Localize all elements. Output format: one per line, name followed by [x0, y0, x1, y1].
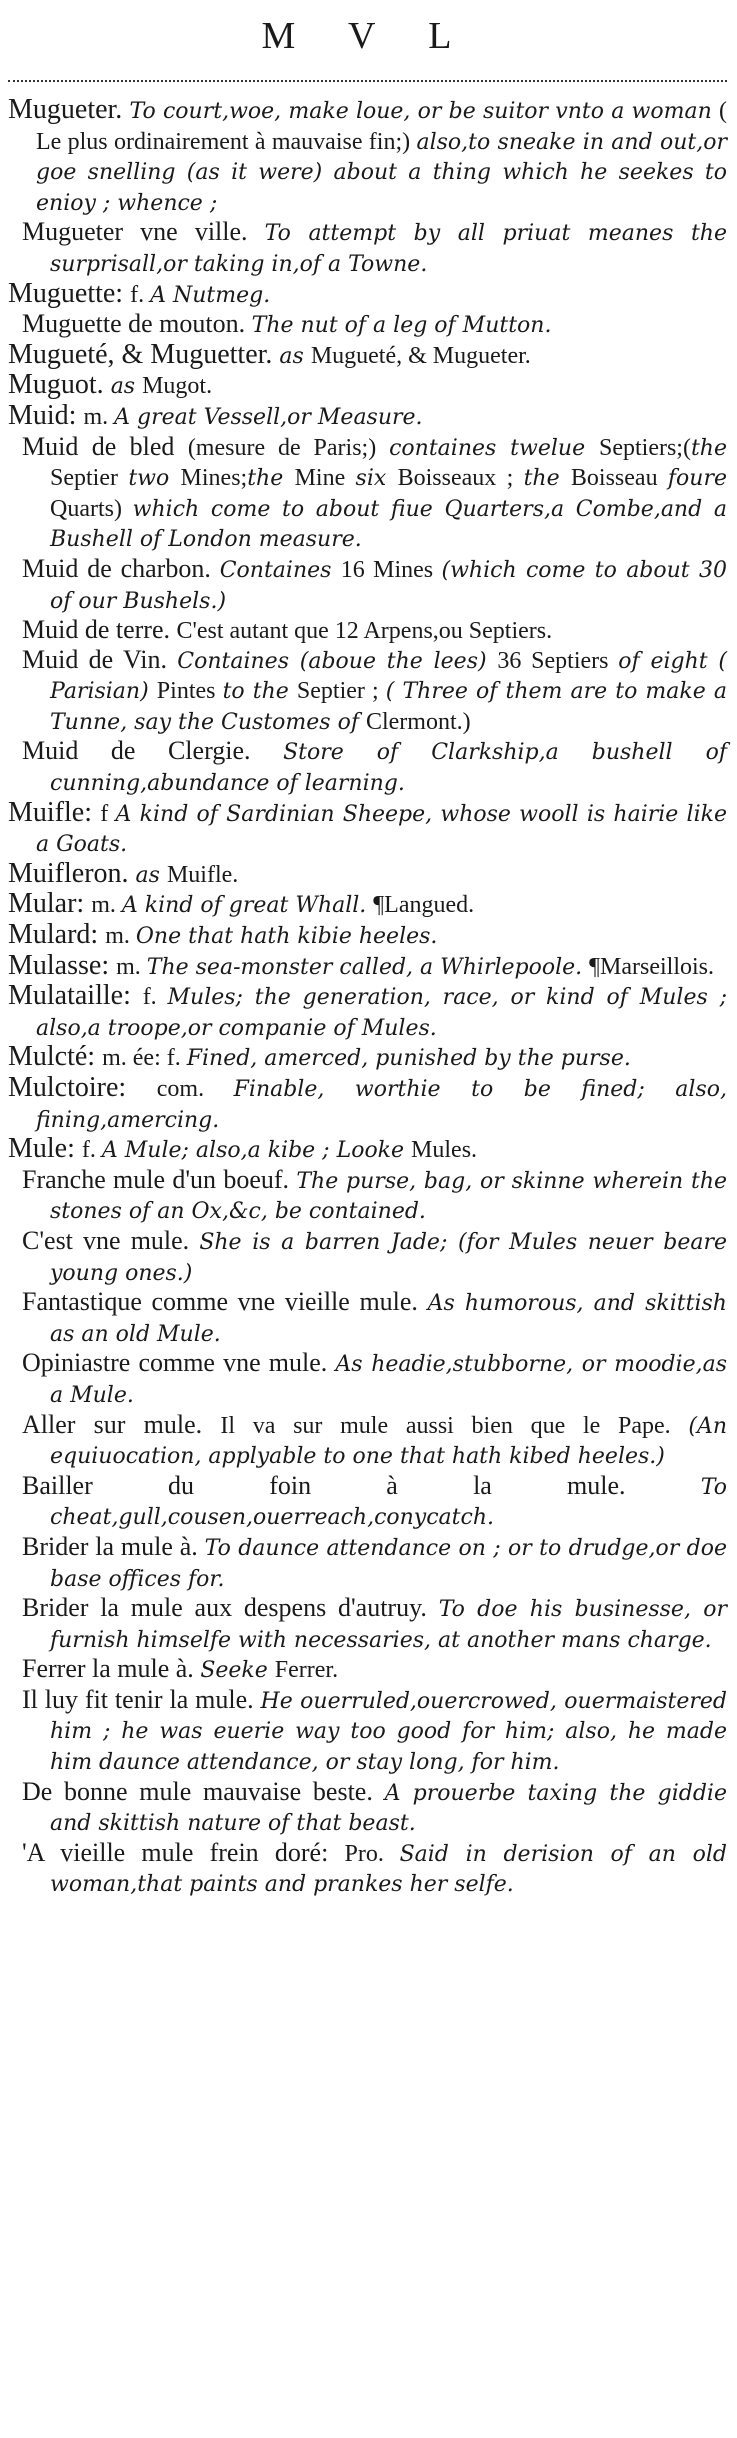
roman-text: m. — [91, 892, 122, 919]
roman-text: C'est autant que 12 Arpens,ou Septiers. — [176, 618, 553, 645]
roman-text: Septiers;( — [598, 434, 691, 461]
dictionary-subentry — [8, 1411, 727, 1472]
roman-text: m. — [105, 923, 136, 950]
roman-text: com. — [156, 1076, 234, 1102]
roman-text: m. ée: f. — [102, 1045, 187, 1072]
definition-text: to the — [222, 679, 297, 705]
dictionary-entry — [8, 96, 727, 218]
headword: Muid de Vin. — [22, 644, 178, 674]
definition-text: The sea-monster called, a Whirlepoole. — [146, 954, 590, 980]
dictionary-entry — [8, 921, 727, 952]
definition-text: (which come to about 30 of our Bushels.) — [50, 557, 727, 614]
definition-text: which come to about fiue Quarters,a Combe,and a Bushell of London measure. — [50, 496, 727, 553]
roman-text: Pro. — [344, 1840, 400, 1867]
dictionary-subentry — [8, 433, 727, 555]
page-header: M V L — [261, 15, 474, 57]
dictionary-subentry — [8, 1349, 727, 1410]
dictionary-entry — [8, 1043, 727, 1074]
definition-text: She is a barren Jade; (for Mules neuer beare young ones.) — [50, 1229, 727, 1286]
headword: Mulasse: — [8, 949, 117, 981]
headword: Muid de bled — [22, 431, 188, 461]
definition-text: To cheat,gull,cousen,ouerreach,conycatch. — [50, 1474, 727, 1531]
definition-text: two — [128, 466, 181, 492]
definition-text: A prouerbe taxing the giddie and skittish nature of that beast. — [50, 1780, 727, 1837]
headword: Opiniastre comme vne mule. — [22, 1348, 336, 1378]
roman-text: f — [100, 800, 116, 827]
dictionary-entry — [8, 338, 727, 372]
dictionary-subentry — [8, 1533, 727, 1594]
headword: 'A vieille mule frein doré: — [22, 1837, 345, 1867]
definition-text: Containes — [219, 557, 341, 583]
definition-text: To court,woe, make loue, or be suitor vnto a woman — [129, 99, 719, 124]
dictionary-subentry — [8, 218, 727, 279]
definition-text: also,to sneake in and out,or goe snelling (as it were) about a thing which he seekes to enioy ; whence ; — [36, 129, 727, 216]
dictionary-subentry — [8, 1472, 727, 1533]
dictionary-subentry — [8, 1778, 727, 1839]
dictionary-entry — [8, 1135, 727, 1166]
definition-text: To daunce attendance on ; or to drudge,or doe base offices for. — [50, 1535, 727, 1592]
headword: Mulcté: — [8, 1041, 103, 1073]
roman-text: Mines; — [180, 465, 248, 492]
roman-text: ¶Marseillois. — [589, 953, 715, 980]
definition-text: as — [279, 343, 311, 369]
definition-text: containes twelue — [389, 435, 599, 461]
dictionary-subentry — [8, 1166, 727, 1227]
headword: Brider la mule aux despens d'autruy. — [22, 1593, 439, 1623]
headword: Mulctoire: — [8, 1072, 157, 1103]
headword: Muid de Clergie. — [22, 736, 284, 766]
roman-text: m. — [116, 953, 147, 980]
headword: Muifle: — [8, 796, 101, 828]
dictionary-subentry — [8, 310, 727, 341]
definition-text: A great Vessell,or Measure. — [114, 404, 423, 430]
definition-text: foure — [667, 466, 727, 492]
definition-text: Fined, amerced, punished by the purse. — [186, 1046, 631, 1072]
definition-text: Containes (aboue the lees) — [177, 648, 498, 674]
definition-text: A Mule; also,a kibe ; Looke — [101, 1138, 412, 1164]
roman-text: Septier — [50, 465, 129, 492]
dictionary-subentry — [8, 1655, 727, 1686]
headword: Aller sur mule. — [22, 1409, 221, 1439]
dictionary-subentry — [8, 737, 727, 798]
definition-text: six — [355, 466, 398, 492]
roman-text: f. — [130, 281, 151, 308]
roman-text: Mugot. — [142, 373, 213, 400]
headword: Fantastique comme vne vieille mule. — [22, 1287, 428, 1317]
roman-text: f. — [81, 1137, 102, 1164]
definition-text: (An equiuocation, applyable to one that hath kibed heeles.) — [50, 1413, 728, 1470]
dictionary-subentry — [8, 1227, 727, 1288]
headword: Mugueté, & Muguetter. — [8, 338, 280, 370]
dictionary-entry — [8, 890, 727, 921]
definition-text: ( Three of them are to make a Tunne, say the Customes of — [50, 679, 727, 735]
definition-text: of eight ( Parisian) — [50, 648, 728, 705]
definition-text: Seeke — [200, 1658, 275, 1684]
entries-list — [8, 96, 727, 1900]
definition-text: as — [135, 862, 167, 888]
definition-text: Finable, worthie to be fined; also, fining,amercing. — [36, 1077, 727, 1133]
headword: Mulataille: — [8, 980, 143, 1012]
roman-text: Septier ; — [296, 678, 386, 705]
roman-text: Clermont.) — [365, 708, 471, 735]
roman-text: Mules. — [411, 1137, 478, 1164]
definition-text: The nut of a leg of Mutton. — [251, 313, 552, 339]
headword: C'est vne mule. — [22, 1225, 200, 1255]
headword: Mular: — [8, 888, 92, 920]
roman-text: 16 Mines — [340, 556, 442, 583]
roman-text: Mine — [294, 465, 356, 492]
roman-text: Ferrer. — [274, 1657, 339, 1684]
definition-text: the — [690, 435, 727, 461]
dictionary-entry — [8, 949, 727, 983]
dictionary-entry — [8, 982, 727, 1043]
definition-text: as — [110, 374, 143, 400]
roman-text: Pintes — [156, 678, 223, 705]
definition-text: Said in derision of an old woman,that paints and prankes her selfe. — [50, 1841, 727, 1898]
headword: Muid de charbon. — [22, 553, 220, 583]
headword: Bailler du foin à la mule. — [22, 1470, 701, 1500]
dictionary-entry — [8, 796, 727, 860]
dictionary-entry — [8, 1074, 727, 1135]
headword: Mule: — [8, 1133, 82, 1165]
headword: Brider la mule à. — [22, 1531, 205, 1561]
roman-text: m. — [83, 403, 115, 430]
dictionary-subentry — [8, 1686, 727, 1778]
roman-text: f. — [142, 984, 168, 1011]
roman-text: Muifle. — [166, 861, 239, 888]
headword: Mugueter vne ville. — [22, 217, 265, 247]
definition-text: A Nutmeg. — [150, 282, 271, 308]
definition-text: Store of Clarkship,a bushell of cunning,abundance of learning. — [50, 740, 727, 797]
definition-text: The purse, bag, or skinne wherein the stones of an Ox,&c, be contained. — [50, 1168, 728, 1225]
roman-text: 36 Septiers — [497, 647, 619, 674]
definition-text: A kind of Sardinian Sheepe, whose wooll is hairie like a Goats. — [36, 801, 727, 858]
headword: De bonne mule mauvaise beste. — [22, 1776, 385, 1806]
dictionary-subentry — [8, 1839, 727, 1900]
headword: Muid de terre. — [22, 615, 177, 645]
headword: Muifleron. — [8, 857, 136, 889]
definition-text: He ouerruled,ouercrowed, ouermaistered him ; he was euerie way too good for him; also, he made him daunce attendance, or stay long, for him. — [50, 1688, 728, 1776]
roman-text: ¶Langued. — [373, 892, 475, 919]
definition-text: the — [247, 466, 295, 492]
headword: Franche mule d'un boeuf. — [22, 1164, 297, 1194]
dictionary-subentry — [8, 616, 727, 646]
roman-text: Quarts) — [50, 495, 133, 522]
headword: Mugueter. — [8, 94, 130, 125]
headword: Mulard: — [8, 919, 106, 951]
headword: Muguette de mouton. — [22, 309, 252, 339]
dictionary-entry — [8, 277, 727, 311]
definition-text: One that hath kibie heeles. — [135, 924, 438, 950]
definition-text: As humorous, and skittish as an old Mule. — [50, 1291, 727, 1347]
headword: Muid: — [8, 399, 84, 431]
roman-text: Boisseaux ; — [397, 465, 524, 492]
definition-text: To attempt by all priuat meanes the surprisall,or taking in,of a Towne. — [50, 221, 727, 277]
roman-text: Mugueté, & Mugueter. — [310, 342, 531, 369]
dictionary-entry — [8, 371, 727, 402]
dictionary-subentry — [8, 1594, 727, 1655]
definition-text: the — [523, 466, 571, 492]
header-rule — [8, 80, 727, 82]
headword: Ferrer la mule à. — [22, 1654, 201, 1684]
dictionary-entry — [8, 399, 727, 433]
definition-text: A kind of great Whall. — [121, 893, 374, 919]
dictionary-entry — [8, 857, 727, 891]
roman-text: Boisseau — [570, 465, 668, 492]
headword: Muguette: — [8, 277, 131, 309]
dictionary-subentry — [8, 646, 727, 738]
headword: Il luy fit tenir la mule. — [22, 1684, 261, 1714]
roman-text: ( Le plus ordinairement à mauvaise fin;) — [36, 98, 727, 155]
roman-text: Il va sur mule aussi bien que le Pape. — [220, 1412, 689, 1439]
definition-text: Mules; the generation, race, or kind of Mules ; also,a troope,or companie of Mules. — [36, 985, 727, 1041]
headword: Muguot. — [8, 369, 111, 401]
dictionary-subentry — [8, 1288, 727, 1349]
definition-text: To doe his businesse, or furnish himselfe with necessaries, at another mans charge. — [50, 1597, 727, 1653]
definition-text: As headie,stubborne, or moodie,as a Mule. — [50, 1352, 727, 1408]
dictionary-subentry — [8, 555, 727, 616]
roman-text: (mesure de Paris;) — [187, 434, 390, 461]
